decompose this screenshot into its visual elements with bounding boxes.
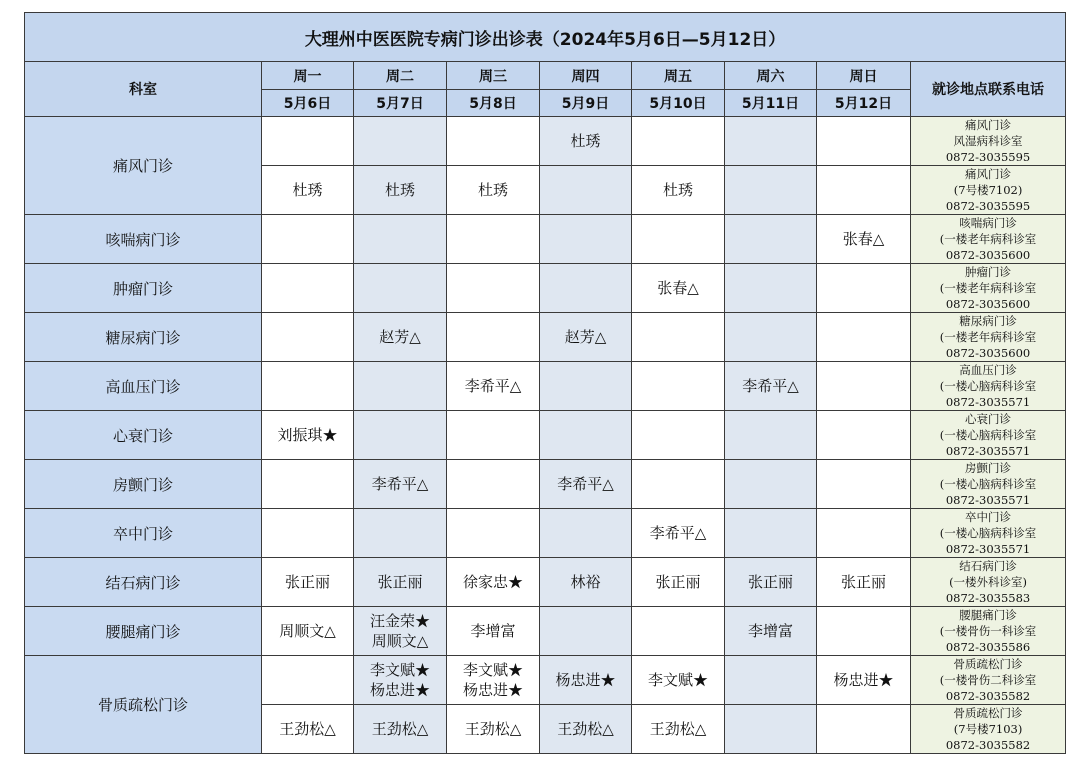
doctor-name: 汪金荣★ [369, 612, 430, 630]
date-header: 5月6日 [262, 90, 354, 117]
schedule-cell: 李希平△ [632, 509, 725, 558]
table-row [25, 313, 1066, 362]
phone-number: 0872-3035582 [945, 738, 1031, 752]
location-line: (一楼心脑病科诊室 [939, 477, 1037, 491]
schedule-cell: 杜琇 [262, 166, 354, 215]
schedule-cell: 张正丽 [817, 558, 911, 607]
schedule-cell: 王劲松△ [632, 705, 725, 754]
table-row [25, 509, 1066, 558]
schedule-cell: 李希平△ [447, 362, 540, 411]
department-name: 心衰门诊 [25, 411, 262, 460]
schedule-cell [262, 656, 354, 705]
doctor-name: 周顺文△ [371, 632, 429, 650]
schedule-table [24, 12, 1066, 754]
schedule-cell [447, 411, 540, 460]
schedule-cell [262, 264, 354, 313]
phone-number: 0872-3035571 [945, 444, 1031, 458]
schedule-cell [725, 264, 817, 313]
schedule-cell [262, 362, 354, 411]
phone-number: 0872-3035595 [945, 199, 1031, 213]
phone-number: 0872-3035583 [945, 591, 1031, 605]
schedule-cell: 李希平△ [725, 362, 817, 411]
location-line: 结石病门诊 [959, 559, 1017, 573]
location-line: (一楼老年病科诊室 [939, 281, 1037, 295]
table-row [25, 362, 1066, 411]
schedule-cell [262, 460, 354, 509]
schedule-cell: 赵芳△ [354, 313, 447, 362]
location-line: 房颤门诊 [965, 461, 1012, 475]
schedule-cell: 张正丽 [262, 558, 354, 607]
schedule-cell [632, 460, 725, 509]
schedule-cell [725, 166, 817, 215]
schedule-cell [817, 313, 911, 362]
phone-number: 0872-3035595 [945, 150, 1031, 164]
department-name: 腰腿痛门诊 [25, 607, 262, 656]
location-contact [911, 362, 1066, 411]
schedule-cell: 李希平△ [354, 460, 447, 509]
department-name: 痛风门诊 [25, 117, 262, 215]
phone-number: 0872-3035582 [945, 689, 1031, 703]
dept-header: 科室 [25, 62, 262, 117]
location-line: (一楼老年病科诊室 [939, 330, 1037, 344]
schedule-cell [632, 607, 725, 656]
location-line: 高血压门诊 [959, 363, 1017, 377]
schedule-cell: 林裕 [540, 558, 632, 607]
schedule-cell [447, 215, 540, 264]
location-line: 痛风门诊 [965, 167, 1012, 181]
location-contact [911, 509, 1066, 558]
schedule-cell: 李希平△ [540, 460, 632, 509]
table-row [25, 264, 1066, 313]
schedule-cell: 王劲松△ [262, 705, 354, 754]
table-row [25, 460, 1066, 509]
schedule-cell: 王劲松△ [540, 705, 632, 754]
doctor-name: 李文赋★ [462, 661, 523, 679]
schedule-cell: 杨忠进★ [817, 656, 911, 705]
schedule-cell: 赵芳△ [540, 313, 632, 362]
doctor-name: 杨忠进★ [462, 681, 523, 699]
schedule-cell [262, 509, 354, 558]
schedule-cell [817, 264, 911, 313]
location-contact [911, 166, 1066, 215]
location-contact [911, 558, 1066, 607]
phone-number: 0872-3035586 [945, 640, 1031, 654]
schedule-cell [540, 215, 632, 264]
schedule-cell [540, 362, 632, 411]
location-contact [911, 460, 1066, 509]
department-name: 卒中门诊 [25, 509, 262, 558]
location-contact [911, 215, 1066, 264]
location-line: 肿瘤门诊 [965, 265, 1012, 279]
schedule-cell: 周顺文△ [262, 607, 354, 656]
schedule-cell [540, 264, 632, 313]
phone-number: 0872-3035600 [945, 297, 1031, 311]
schedule-cell [725, 215, 817, 264]
location-line: 腰腿痛门诊 [959, 608, 1017, 622]
table-row [25, 215, 1066, 264]
table-row [25, 117, 1066, 166]
department-name: 肿瘤门诊 [25, 264, 262, 313]
schedule-cell [354, 362, 447, 411]
schedule-cell [632, 362, 725, 411]
location-contact [911, 705, 1066, 754]
schedule-cell [540, 607, 632, 656]
phone-number: 0872-3035600 [945, 346, 1031, 360]
location-line: 卒中门诊 [965, 510, 1012, 524]
location-line: (一楼外科诊室) [949, 575, 1028, 589]
schedule-cell: 刘振琪★ [262, 411, 354, 460]
phone-number: 0872-3035571 [945, 542, 1031, 556]
date-header: 5月10日 [632, 90, 725, 117]
schedule-cell [725, 313, 817, 362]
schedule-cell [817, 117, 911, 166]
doctor-name: 杨忠进★ [369, 681, 430, 699]
date-header: 5月8日 [447, 90, 540, 117]
department-name: 糖尿病门诊 [25, 313, 262, 362]
schedule-cell [447, 509, 540, 558]
weekday-header: 周日 [817, 62, 911, 90]
schedule-cell: 张正丽 [725, 558, 817, 607]
location-line: (一楼骨伤二科诊室 [939, 673, 1037, 687]
schedule-cell: 张正丽 [354, 558, 447, 607]
schedule-cell [354, 215, 447, 264]
schedule-cell: 王劲松△ [354, 705, 447, 754]
department-name: 房颤门诊 [25, 460, 262, 509]
schedule-cell [817, 509, 911, 558]
schedule-cell [632, 215, 725, 264]
weekday-header: 周三 [447, 62, 540, 90]
location-contact [911, 117, 1066, 166]
schedule-cell: 李增富 [725, 607, 817, 656]
schedule-cell [725, 509, 817, 558]
schedule-sheet [24, 12, 1065, 754]
schedule-cell [817, 411, 911, 460]
date-header: 5月12日 [817, 90, 911, 117]
schedule-cell: 张春△ [817, 215, 911, 264]
weekday-header: 周五 [632, 62, 725, 90]
location-line: 心衰门诊 [965, 412, 1012, 426]
schedule-cell: 张正丽 [632, 558, 725, 607]
schedule-cell: 杜琇 [632, 166, 725, 215]
weekday-header: 周六 [725, 62, 817, 90]
schedule-cell: 王劲松△ [447, 705, 540, 754]
doctor-name: 李文赋★ [369, 661, 430, 679]
location-line: 骨质疏松门诊 [953, 706, 1023, 720]
location-line: 糖尿病门诊 [959, 314, 1017, 328]
schedule-cell [354, 509, 447, 558]
schedule-cell [354, 264, 447, 313]
schedule-cell [540, 166, 632, 215]
table-row [25, 607, 1066, 656]
schedule-cell [725, 656, 817, 705]
weekday-header: 周四 [540, 62, 632, 90]
date-header: 5月9日 [540, 90, 632, 117]
schedule-cell [354, 607, 447, 656]
date-header: 5月11日 [725, 90, 817, 117]
schedule-cell [817, 166, 911, 215]
schedule-cell: 张春△ [632, 264, 725, 313]
schedule-cell [817, 460, 911, 509]
schedule-cell [354, 411, 447, 460]
schedule-cell [817, 705, 911, 754]
location-contact [911, 264, 1066, 313]
schedule-cell [354, 656, 447, 705]
department-name: 结石病门诊 [25, 558, 262, 607]
location-contact [911, 607, 1066, 656]
table-row [25, 411, 1066, 460]
schedule-cell: 杜琇 [540, 117, 632, 166]
schedule-cell [447, 117, 540, 166]
location-line: (一楼骨伤一科诊室 [939, 624, 1037, 638]
location-line: (一楼心脑病科诊室 [939, 526, 1037, 540]
schedule-cell [447, 264, 540, 313]
schedule-cell [262, 117, 354, 166]
schedule-cell [817, 607, 911, 656]
location-line: 骨质疏松门诊 [953, 657, 1023, 671]
schedule-cell [447, 656, 540, 705]
location-line: 风湿病科诊室 [953, 134, 1023, 148]
location-contact [911, 411, 1066, 460]
schedule-cell [540, 509, 632, 558]
table-title: 大理州中医医院专病门诊出诊表（2024年5月6日—5月12日） [25, 13, 1066, 62]
location-header: 就诊地点联系电话 [911, 62, 1066, 117]
schedule-cell [632, 411, 725, 460]
schedule-cell: 杜琇 [354, 166, 447, 215]
schedule-cell [447, 313, 540, 362]
table-row [25, 558, 1066, 607]
schedule-cell [262, 215, 354, 264]
location-line: 咳喘病门诊 [959, 216, 1017, 230]
schedule-cell: 李文赋★ [632, 656, 725, 705]
schedule-cell [817, 362, 911, 411]
schedule-cell [354, 117, 447, 166]
schedule-cell: 李增富 [447, 607, 540, 656]
schedule-cell: 杨忠进★ [540, 656, 632, 705]
schedule-cell [632, 117, 725, 166]
department-name: 咳喘病门诊 [25, 215, 262, 264]
schedule-cell [540, 411, 632, 460]
table-row [25, 656, 1066, 705]
phone-number: 0872-3035571 [945, 493, 1031, 507]
location-contact [911, 656, 1066, 705]
schedule-cell [725, 117, 817, 166]
schedule-cell: 杜琇 [447, 166, 540, 215]
phone-number: 0872-3035571 [945, 395, 1031, 409]
date-header: 5月7日 [354, 90, 447, 117]
weekday-header: 周二 [354, 62, 447, 90]
phone-number: 0872-3035600 [945, 248, 1031, 262]
location-line: (一楼老年病科诊室 [939, 232, 1037, 246]
schedule-cell [632, 313, 725, 362]
location-line: 痛风门诊 [965, 118, 1012, 132]
schedule-cell [725, 460, 817, 509]
location-line: (7号楼7102) [953, 183, 1023, 197]
schedule-cell [262, 313, 354, 362]
department-name: 骨质疏松门诊 [25, 656, 262, 754]
location-line: (7号楼7103) [953, 722, 1023, 736]
location-contact [911, 313, 1066, 362]
location-line: (一楼心脑病科诊室 [939, 379, 1037, 393]
schedule-cell: 徐家忠★ [447, 558, 540, 607]
schedule-cell [725, 411, 817, 460]
department-name: 高血压门诊 [25, 362, 262, 411]
weekday-header: 周一 [262, 62, 354, 90]
schedule-cell [447, 460, 540, 509]
schedule-cell [725, 705, 817, 754]
location-line: (一楼心脑病科诊室 [939, 428, 1037, 442]
